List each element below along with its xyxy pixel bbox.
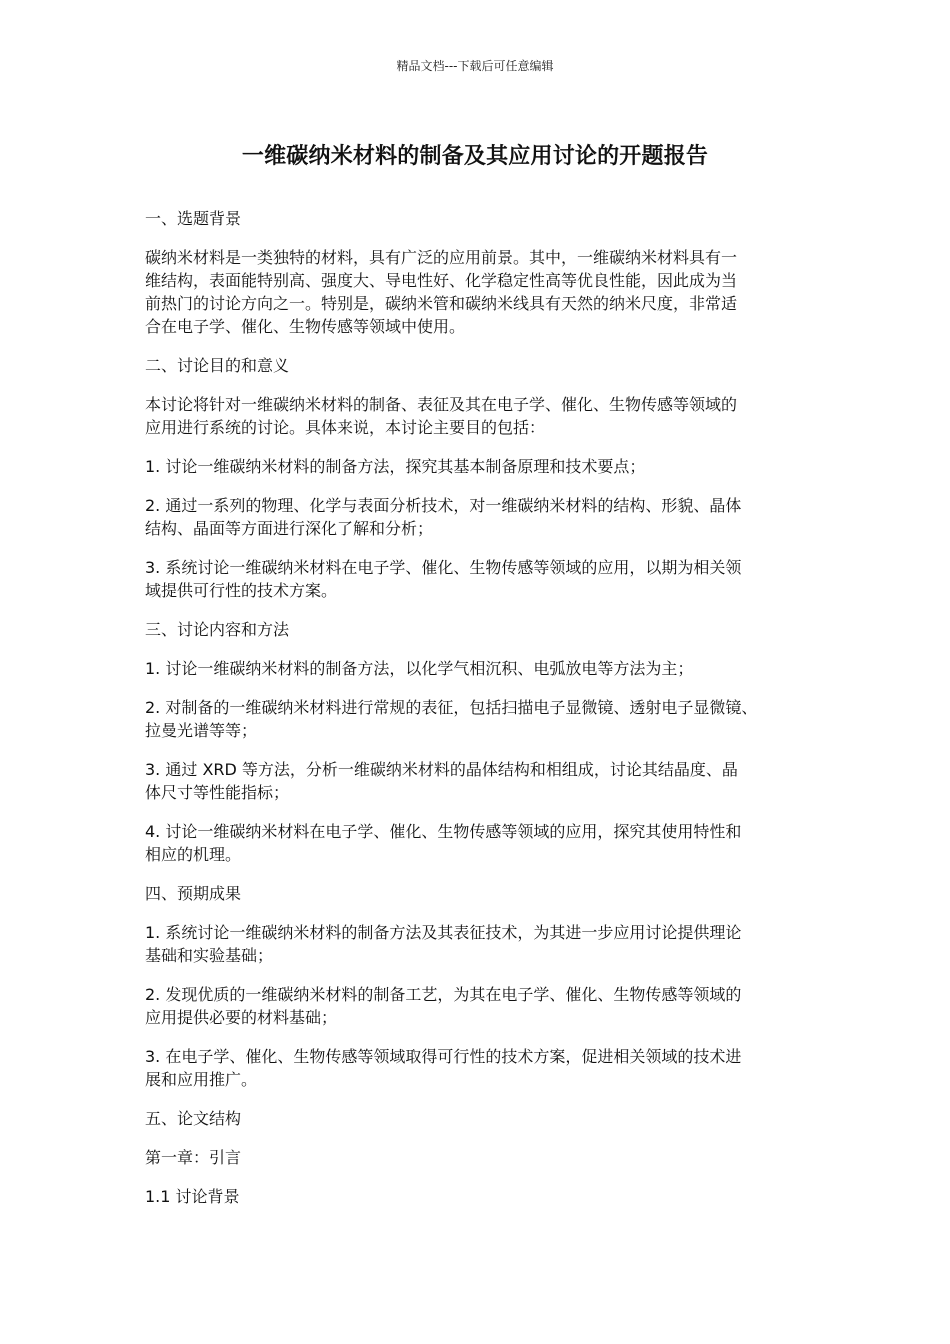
page-header: 精品文档---下载后可任意编辑 <box>396 59 554 73</box>
list-item: 3. 在电子学、催化、生物传感等领域取得可行性的技术方案，促进相关领域的技术进 展和应用推广。 <box>145 1047 742 1089</box>
list-item: 1. 系统讨论一维碳纳米材料的制备方法及其表征技术，为其进一步应用讨论提供理论 基础和实验基础； <box>145 923 742 965</box>
list-item: 3. 系统讨论一维碳纳米材料在电子学、催化、生物传感等领域的应用，以期为相关领 域提供可行性的技术方案。 <box>145 558 742 600</box>
list-item: 2. 对制备的一维碳纳米材料进行常规的表征，包括扫描电子显微镜、透射电子显微镜、 拉曼光谱等等； <box>145 698 758 740</box>
list-item: 4. 讨论一维碳纳米材料在电子学、催化、生物传感等领域的应用，探究其使用特性和 相应的机理。 <box>145 822 742 864</box>
section-heading: 三、讨论内容和方法 <box>145 620 290 639</box>
section-heading: 一、选题背景 <box>145 209 242 228</box>
document-body <box>145 207 810 1224</box>
document-title: 一维碳纳米材料的制备及其应用讨论的开题报告 <box>241 144 709 169</box>
section-heading: 五、论文结构 <box>145 1109 242 1128</box>
list-item: 1. 讨论一维碳纳米材料的制备方法，探究其基本制备原理和技术要点； <box>145 457 646 476</box>
chapter-heading: 第一章：引言 <box>145 1148 242 1167</box>
list-item: 2. 通过一系列的物理、化学与表面分析技术，对一维碳纳米材料的结构、形貌、晶体 结构、晶面等方面进行深化了解和分析； <box>145 496 742 538</box>
section-heading: 二、讨论目的和意义 <box>145 356 290 375</box>
list-item: 1. 讨论一维碳纳米材料的制备方法，以化学气相沉积、电弧放电等方法为主； <box>145 659 694 678</box>
section-heading: 四、预期成果 <box>145 884 242 903</box>
paragraph: 本讨论将针对一维碳纳米材料的制备、表征及其在电子学、催化、生物传感等领域的 应用进行系统的讨论。具体来说，本讨论主要目的包括： <box>145 395 738 437</box>
subsection-heading: 1.1 讨论背景 <box>145 1187 240 1206</box>
list-item: 3. 通过 XRD 等方法，分析一维碳纳米材料的晶体结构和相组成，讨论其结晶度、晶 体尺寸等性能指标； <box>145 760 738 802</box>
list-item: 2. 发现优质的一维碳纳米材料的制备工艺，为其在电子学、催化、生物传感等领域的 应用提供必要的材料基础； <box>145 985 742 1027</box>
paragraph: 碳纳米材料是一类独特的材料，具有广泛的应用前景。其中，一维碳纳米材料具有一 维结构，表面能特别高、强度大、导电性好、化学稳定性高等优良性能，因此成为当 前热门的讨论方向之一。特别是，碳纳米管和碳纳米线具有天然的纳米尺度，非常适 合在电子学、催化、生物传感等领域中使用。 <box>145 248 738 336</box>
